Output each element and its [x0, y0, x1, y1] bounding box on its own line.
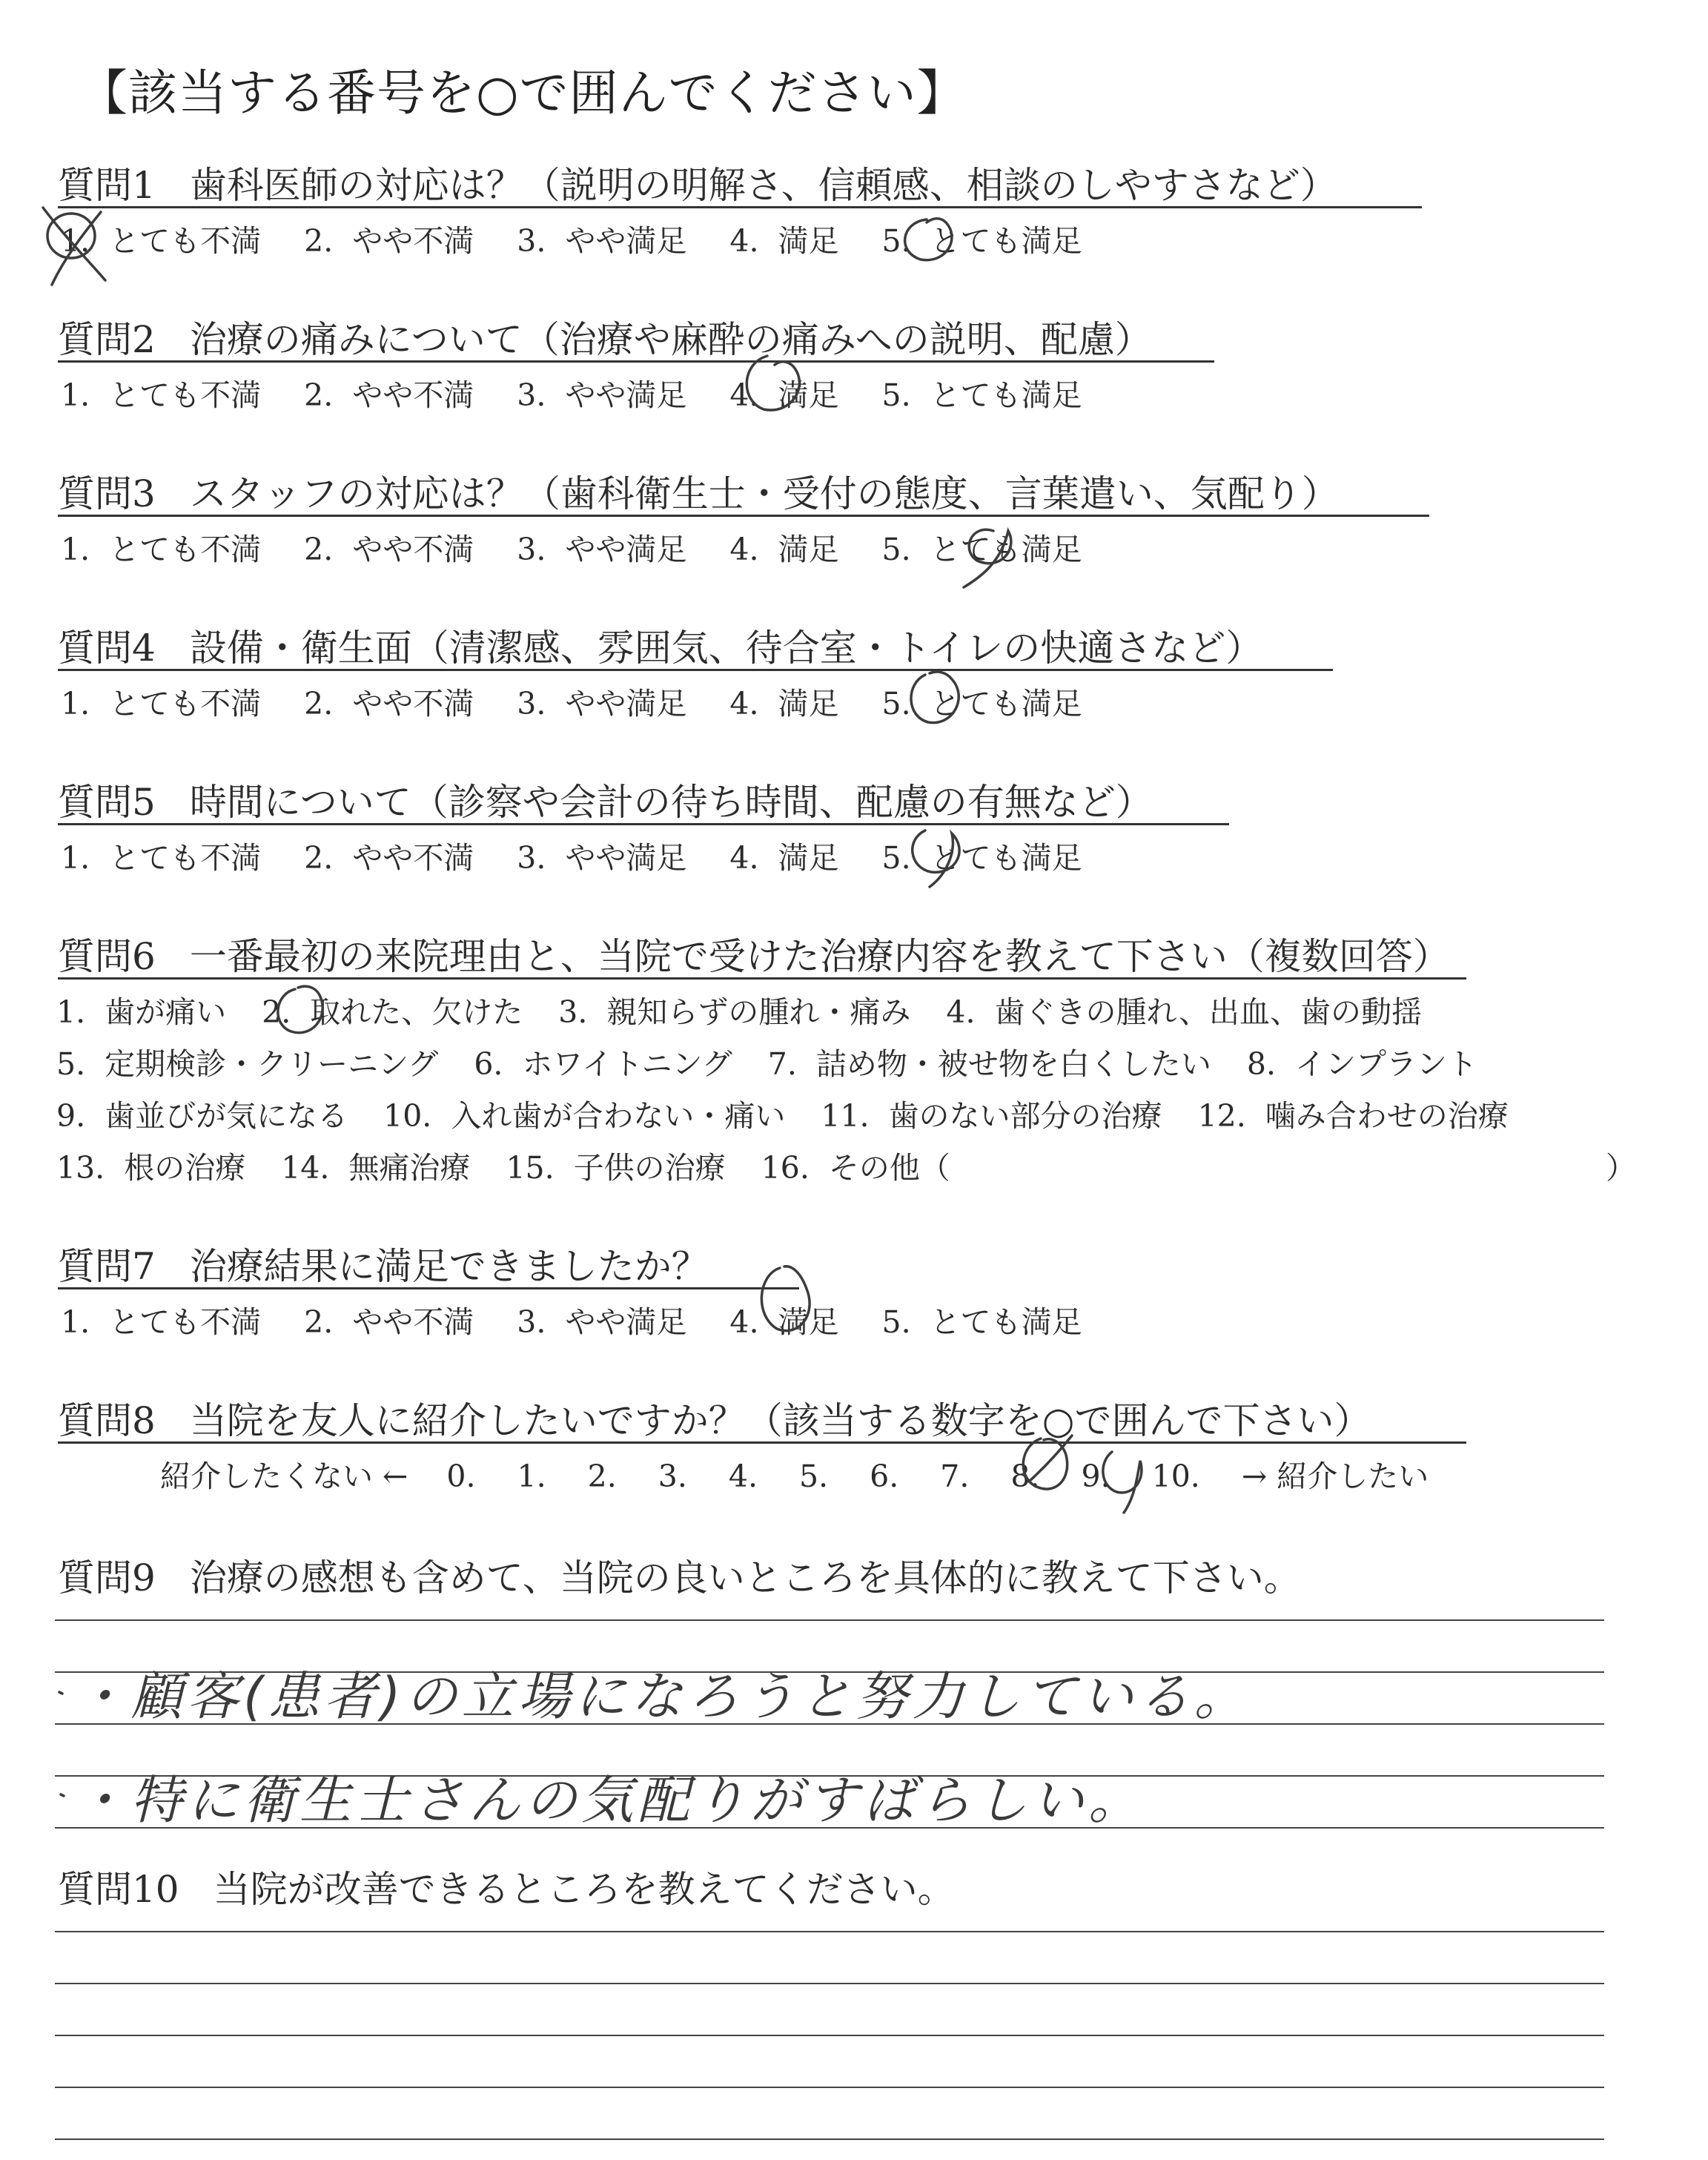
q6-option-12[interactable]: 12. 噛み合わせの治療: [1197, 1098, 1509, 1134]
q10-writing-line-2: [55, 1983, 1604, 1984]
q6-row-2: [56, 1040, 1513, 1083]
q3-option-3[interactable]: 3. やや満足: [517, 532, 687, 567]
q8-option-5[interactable]: 5.: [799, 1459, 829, 1494]
question-4-underline: [58, 669, 1333, 671]
q4-option-5[interactable]: 5. とても満足: [881, 686, 1082, 721]
q4-option-1[interactable]: 1. とても不満: [61, 686, 262, 721]
question-1-options: [61, 217, 1082, 260]
q6-option-9[interactable]: 9. 歯並びが気になる: [56, 1098, 348, 1134]
q8-option-6[interactable]: 6.: [870, 1459, 899, 1494]
q5-option-5[interactable]: 5. とても満足: [881, 840, 1082, 876]
q3-option-2[interactable]: 2. やや不満: [304, 532, 474, 567]
question-5-underline: [58, 823, 1229, 825]
question-7-text: 治療結果に満足できましたか？: [189, 1245, 709, 1288]
question-5-text: 時間について（診察や会計の待ち時間、配慮の有無など）: [189, 781, 1153, 824]
q6-option-15[interactable]: 15. 子供の治療: [506, 1150, 726, 1186]
q7-option-5[interactable]: 5. とても満足: [881, 1304, 1082, 1340]
question-2-text: 治療の痛みについて（治療や麻酔の痛みへの説明、配慮）: [189, 318, 1152, 361]
question-3-text: スタッフの対応は？（歯科衛生士・受付の態度、言葉遣い、気配り）: [189, 472, 1339, 515]
q3-option-1[interactable]: 1. とても不満: [61, 532, 262, 567]
q4-option-3[interactable]: 3. やや満足: [517, 686, 687, 721]
q7-option-4[interactable]: 4. 満足: [729, 1304, 839, 1340]
q8-option-2[interactable]: 2.: [587, 1459, 617, 1494]
q2-option-2[interactable]: 2. やや不満: [304, 377, 474, 413]
q5-option-4[interactable]: 4. 満足: [729, 840, 839, 876]
q1-option-5[interactable]: 5. とても満足: [881, 223, 1082, 259]
question-6-label: 質問6: [58, 935, 156, 978]
q6-row-1: [56, 988, 1457, 1031]
q2-option-4[interactable]: 4. 満足: [729, 377, 839, 413]
question-6-underline: [58, 977, 1466, 980]
q6-option-10[interactable]: 10. 入れ歯が合わない・痛い: [383, 1098, 786, 1134]
q9-answer-1-stroke: [59, 1692, 62, 1694]
question-3-underline: [58, 515, 1429, 517]
q5-option-1[interactable]: 1. とても不満: [61, 840, 262, 876]
q1-option-4[interactable]: 4. 満足: [729, 223, 839, 259]
question-1-label: 質問1: [58, 164, 156, 207]
q8-option-8[interactable]: 8.: [1010, 1459, 1040, 1494]
q6-option-16[interactable]: 16. その他（: [761, 1150, 950, 1186]
question-7-underline: [58, 1287, 799, 1289]
q6-row-4: [56, 1143, 986, 1187]
question-1-heading: [58, 156, 1337, 209]
q8-option-4[interactable]: 4.: [728, 1459, 758, 1494]
q3-option-5[interactable]: 5. とても満足: [881, 532, 1082, 567]
q6-option-6[interactable]: 6. ホワイトニング: [474, 1046, 732, 1082]
question-5-options: [61, 833, 1082, 877]
question-3-options: [61, 525, 1082, 569]
page-title: 【該当する番号を○で囲んでください】: [79, 65, 967, 122]
q6-other-close-paren: ）: [1606, 1150, 1636, 1186]
q6-option-1[interactable]: 1. 歯が痛い: [56, 994, 227, 1030]
question-4-label: 質問4: [58, 627, 156, 670]
q5-option-2[interactable]: 2. やや不満: [304, 840, 474, 876]
question-1-underline: [58, 206, 1422, 208]
question-10-heading: [58, 1860, 955, 1913]
q8-option-10[interactable]: 10.: [1151, 1459, 1200, 1494]
q1-option-3[interactable]: 3. やや満足: [517, 223, 687, 259]
q8-option-0[interactable]: 0.: [446, 1459, 476, 1494]
q9-handwritten-answer-2[interactable]: ・特に衛生士さんの気配りがすばらしい。: [74, 1770, 1145, 1831]
question-7-label: 質問7: [58, 1245, 156, 1288]
q6-option-13[interactable]: 13. 根の治療: [56, 1150, 246, 1186]
q7-option-1[interactable]: 1. とても不満: [61, 1304, 262, 1340]
q6-option-14[interactable]: 14. 無痛治療: [281, 1150, 471, 1186]
q7-option-3[interactable]: 3. やや満足: [517, 1304, 687, 1340]
q2-option-5[interactable]: 5. とても満足: [881, 377, 1082, 413]
q8-left-label: 紹介したくない ←: [160, 1459, 408, 1494]
q3-option-4[interactable]: 4. 満足: [729, 532, 839, 567]
q9-handwritten-answer-1[interactable]: ・顧客(患者)の立場になろうと努力している。: [74, 1666, 1251, 1727]
q4-option-4[interactable]: 4. 満足: [729, 686, 839, 721]
question-3-label: 質問3: [58, 472, 156, 515]
question-7-heading: [58, 1237, 709, 1290]
q1-option-2[interactable]: 2. やや不満: [304, 223, 474, 259]
question-2-underline: [58, 360, 1214, 363]
question-8-heading: [58, 1391, 1371, 1444]
question-8-label: 質問8: [58, 1399, 156, 1442]
q6-option-11[interactable]: 11. 歯のない部分の治療: [821, 1098, 1162, 1134]
question-7-options: [61, 1298, 1082, 1341]
question-6-heading: [58, 927, 1450, 980]
q6-option-4[interactable]: 4. 歯ぐきの腫れ、出血、歯の動揺: [946, 994, 1422, 1030]
q5-option-3[interactable]: 3. やや満足: [517, 840, 687, 876]
q2-option-3[interactable]: 3. やや満足: [517, 377, 687, 413]
q8-option-7[interactable]: 7.: [940, 1459, 970, 1494]
q10-writing-line-4: [55, 2087, 1604, 2088]
question-2-heading: [58, 310, 1152, 363]
question-9-text: 治療の感想も含めて、当院の良いところを具体的に教えて下さい。: [189, 1556, 1301, 1599]
question-4-text: 設備・衛生面（清潔感、雰囲気、待合室・トイレの快適さなど）: [189, 627, 1263, 670]
q7-option-2[interactable]: 2. やや不満: [304, 1304, 474, 1340]
question-8-underline: [58, 1441, 1466, 1444]
q6-option-3[interactable]: 3. 親知らずの腫れ・痛み: [558, 994, 911, 1030]
q9-answer-2-stroke: [61, 1794, 64, 1796]
q8-scale-row: [160, 1452, 1429, 1496]
q10-writing-line-1: [55, 1931, 1604, 1932]
question-2-options: [61, 371, 1082, 415]
q8-option-3[interactable]: 3.: [658, 1459, 687, 1494]
q10-writing-line-5: [55, 2138, 1604, 2140]
question-3-heading: [58, 464, 1339, 518]
question-6-text: 一番最初の来院理由と、当院で受けた治療内容を教えて下さい（複数回答）: [189, 935, 1450, 978]
q8-option-1[interactable]: 1.: [517, 1459, 546, 1494]
question-1-text: 歯科医師の対応は？（説明の明解さ、信頼感、相談のしやすさなど）: [189, 164, 1337, 207]
question-5-heading: [58, 773, 1153, 826]
q4-option-2[interactable]: 2. やや不満: [304, 686, 474, 721]
q6-option-8[interactable]: 8. インプラント: [1246, 1046, 1477, 1082]
q6-option-7[interactable]: 7. 詰め物・被せ物を白くしたい: [767, 1046, 1211, 1082]
q8-option-9[interactable]: 9.: [1081, 1459, 1110, 1494]
q2-option-1[interactable]: 1. とても不満: [61, 377, 262, 413]
question-4-options: [61, 679, 1082, 723]
question-8-text: 当院を友人に紹介したいですか？（該当する数字を○で囲んで下さい）: [189, 1399, 1371, 1442]
question-9-heading: [58, 1548, 1301, 1602]
q8-right-label: → 紹介したい: [1241, 1459, 1429, 1494]
q6-row-3: [56, 1091, 1544, 1135]
question-10-label: 質問10: [58, 1868, 179, 1911]
q6-option-2[interactable]: 2. 取れた、欠けた: [262, 994, 523, 1030]
q1-option-1[interactable]: 1. とても不満: [61, 223, 262, 259]
question-4-heading: [58, 618, 1262, 672]
q6-option-5[interactable]: 5. 定期検診・クリーニング: [56, 1046, 439, 1082]
q9-writing-line-1: [55, 1619, 1604, 1621]
question-2-label: 質問2: [58, 318, 156, 361]
question-9-label: 質問9: [58, 1556, 156, 1599]
question-5-label: 質問5: [58, 781, 156, 824]
q10-writing-line-3: [55, 2035, 1604, 2036]
question-10-text: 当院が改善できるところを教えてください。: [213, 1868, 955, 1911]
